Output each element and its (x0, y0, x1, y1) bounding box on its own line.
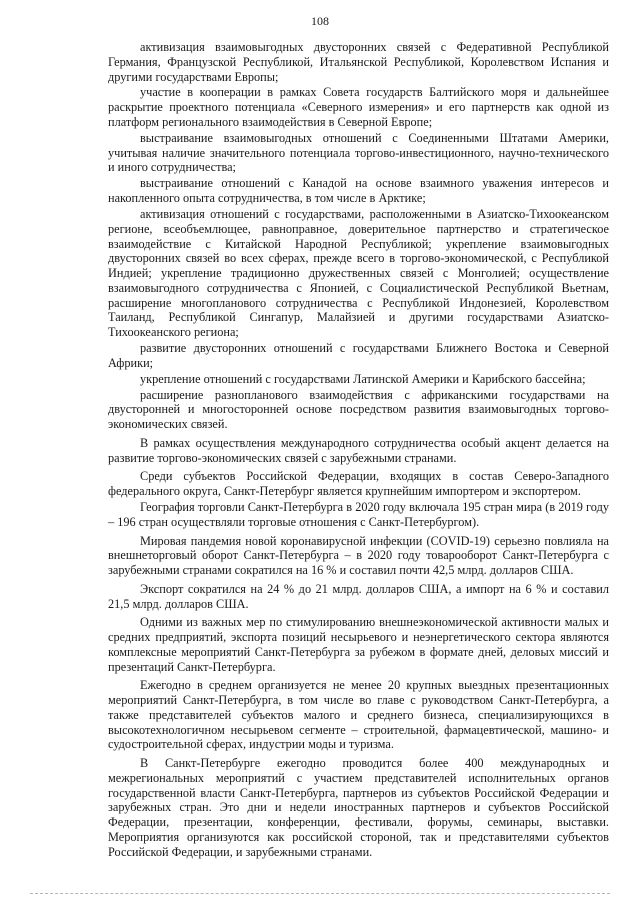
paragraph: География торговли Санкт-Петербурга в 2020 году включала 195 стран мира (в 2019 году – 196 стран осуществляли торговые отношения с Санкт-Петербургом). (108, 500, 609, 529)
paragraph: В Санкт-Петербурге ежегодно проводится более 400 международных и межрегиональных мероприятий с участием представителей исполнительных органов государственной власти Санкт-Петербурга, партнеров из субъектов Российской Федерации и зарубежных стран. Это дни и недели иностранных партнеров и субъектов Российской Федерации, презентации, конференции, фестивали, форумы, семинары, выставки. Мероприятия организуются как российской стороной, так и представителями субъектов Российской Федерации, и зарубежными странами. (108, 756, 609, 859)
paragraph: Экспорт сократился на 24 % до 21 млрд. долларов США, а импорт на 6 % и составил 21,5 млрд. долларов США. (108, 581, 609, 611)
paragraph: расширение разнопланового взаимодействия с африканскими государствами на двусторонней и многосторонней основе посредством развития взаимовыгодных торгово-экономических связей. (108, 387, 609, 432)
scan-artifact-line (30, 893, 610, 894)
paragraph: В рамках осуществления международного сотрудничества особый акцент делается на развитие торгово-экономических связей с зарубежными странами. (108, 435, 609, 465)
paragraph: укрепление отношений с государствами Латинской Америки и Карибского бассейна; (140, 371, 586, 386)
paragraph: Мировая пандемия новой коронавирусной инфекции (COVID-19) серьезно повлияла на внешнеторговый оборот Санкт-Петербурга – в 2020 году товарооборот Санкт-Петербурга с зарубежными странами сократился на 16 % и составил почти 42,5 млрд. долларов США. (108, 533, 609, 577)
paragraph: развитие двусторонних отношений с государствами Ближнего Востока и Северной Африки; (108, 340, 609, 370)
paragraph: активизация взаимовыгодных двусторонних связей с Федеративной Республикой Германия, Французской Республикой, Итальянской Республикой, Королевством Испания и другими государствами Европы; (108, 40, 609, 84)
paragraph: Одними из важных мер по стимулированию внешнеэкономической активности малых и средних предприятий, экспорта позиций несырьевого и неэнергетического сектора являются комплексные мероприятий Санкт-Петербурга за рубежом в формате дней, деловых миссий и презентаций Санкт-Петербурга. (108, 615, 609, 674)
paragraph: Ежегодно в среднем организуется не менее 20 крупных выездных презентационных мероприятий Санкт-Петербурга, в том числе во главе с руководством Санкт-Петербурга, а также представителей субъектов малого и среднего бизнеса, специализирующихся в высокотехнологичном несырьевом сегменте – строительной, фармацевтической, машино- и судостроительной сферах, индустрии моды и туризма. (108, 678, 609, 752)
paragraph: Среди субъектов Российской Федерации, входящих в состав Северо-Западного федерального округа, Санкт-Петербург является крупнейшим импортером и экспортером. (108, 469, 609, 499)
paragraph: выстраивание отношений с Канадой на основе взаимного уважения интересов и накопленного опыта сотрудничества, в том числе в Арктике; (108, 176, 609, 206)
paragraph: активизация отношений с государствами, расположенными в Азиатско-Тихоокеанском регионе, всеобъемлющее, равноправное, доверительное партнерство и стратегическое взаимодействие с Китайской Народной Республикой; укрепление взаимовыгодных двусторонних связей во всех сферах, прежде всего в торгово-экономической, с Республикой Индией; укрепление традиционно дружественных связей с Монголией; осуществление взаимовыгодного сотрудничества с Японией, с Социалистической Республикой Вьетнам, расширение многопланового сотрудничества с Республикой Индонезией, Королевством Таиланд, Республикой Сингапур, Малайзией и другими государствами Азиатско-Тихоокеанского региона; (108, 207, 609, 339)
paragraph: выстраивание взаимовыгодных отношений с Соединенными Штатами Америки, учитывая наличие значительного потенциала торгово-инвестиционного, научно-технического и иного сотрудничества; (108, 130, 609, 175)
paragraph: участие в кооперации в рамках Совета государств Балтийского моря и дальнейшее раскрытие проектного потенциала «Северного измерения» и его партнерств как одной из платформ регионального взаимодействия в Северной Европе; (108, 85, 609, 129)
document-body (108, 40, 609, 860)
page-number: 108 (311, 14, 329, 28)
